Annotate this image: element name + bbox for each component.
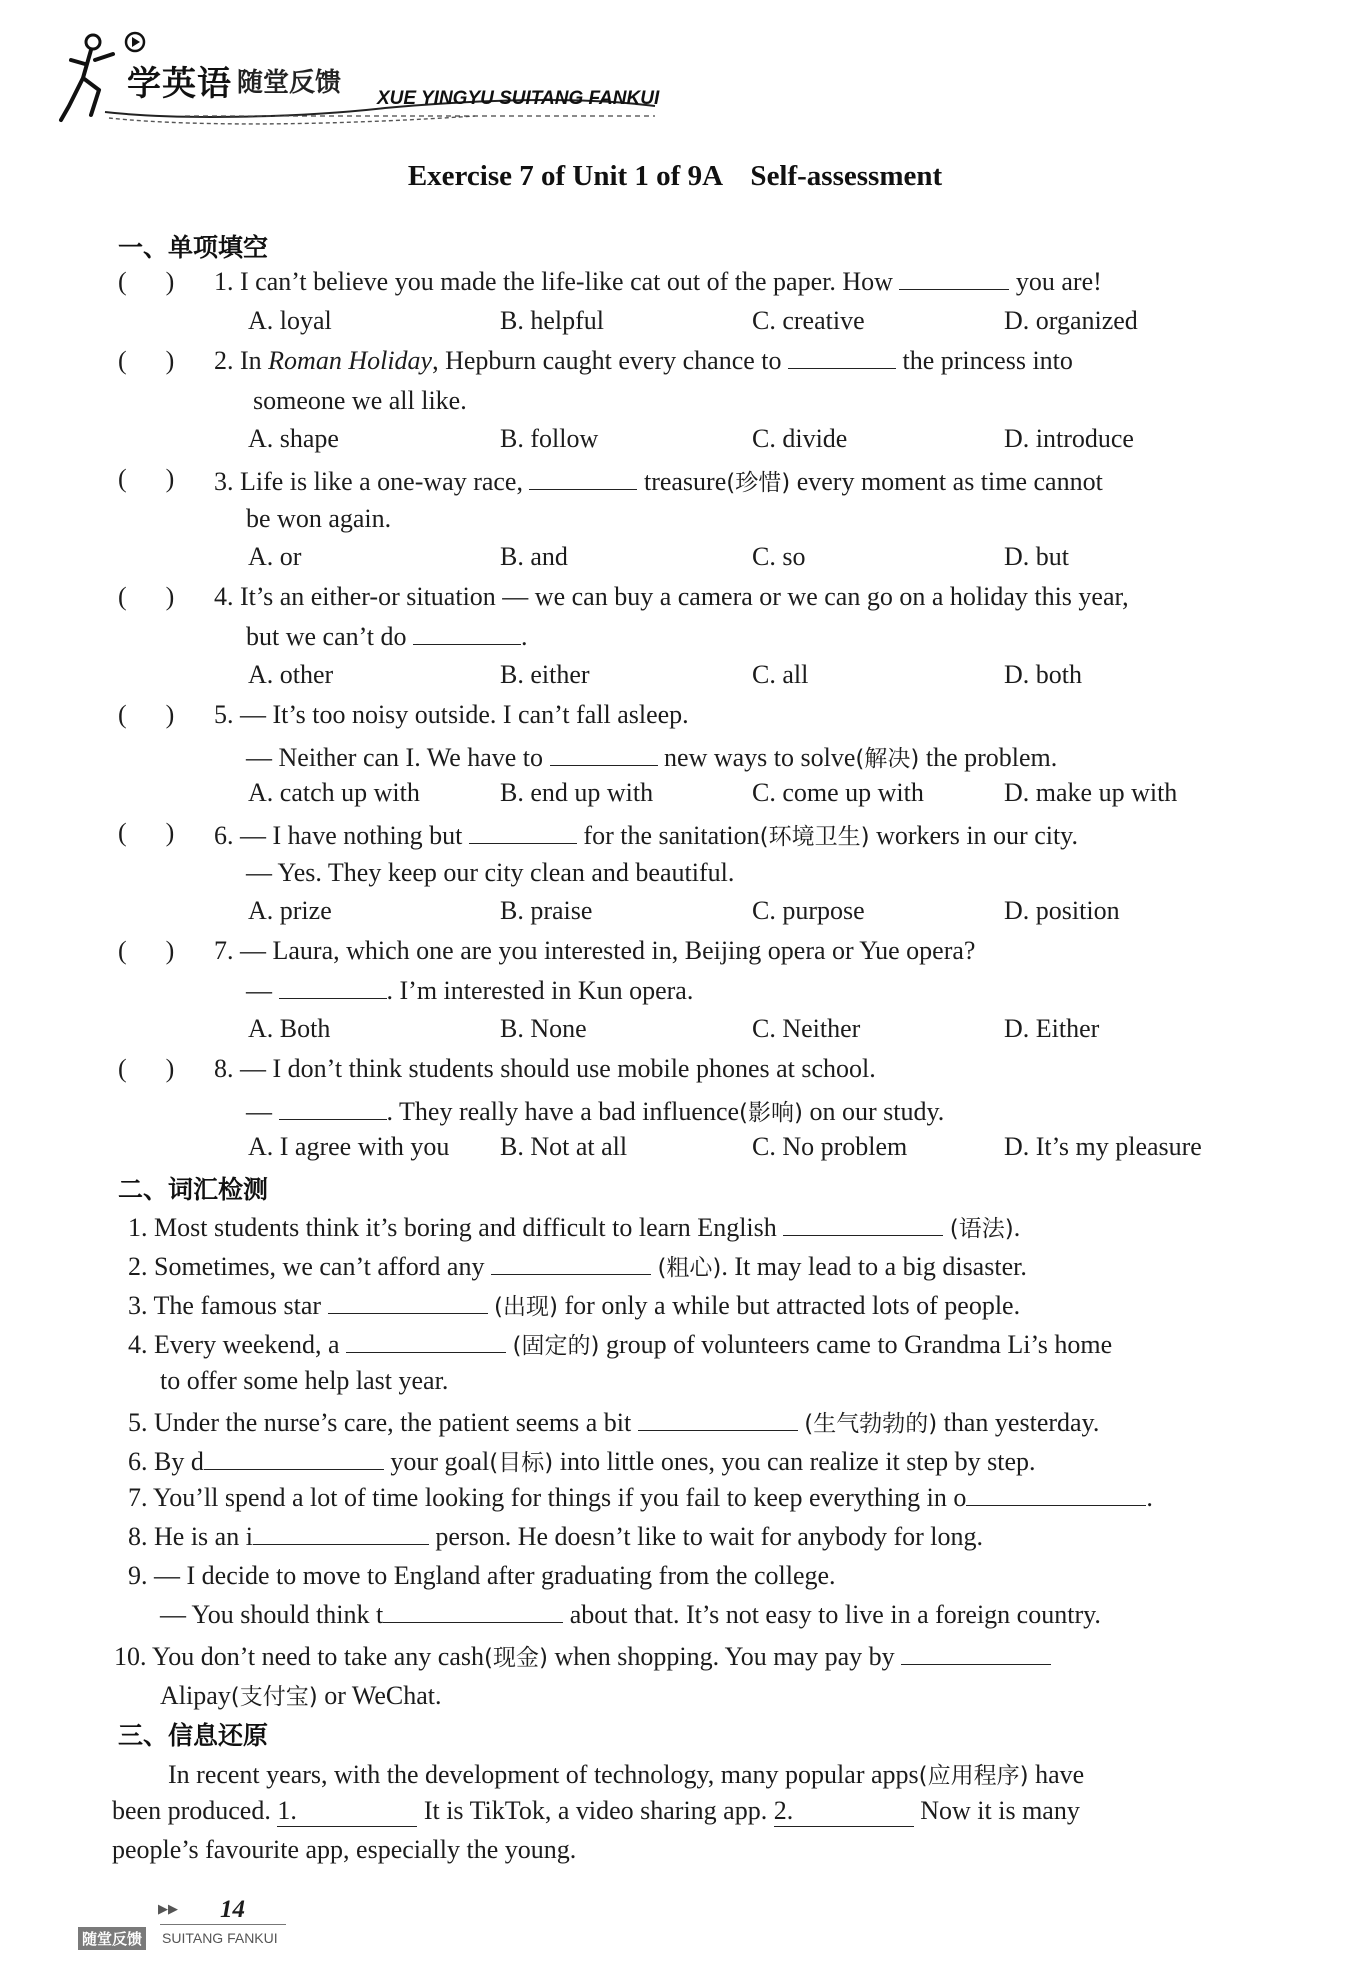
question-text: . They really have a bad influence [386, 1097, 740, 1126]
punctuation: . [1146, 1483, 1153, 1512]
vocab-item-5 [128, 1405, 1099, 1438]
item-text: You’ll spend a lot of time looking for things if you fail to keep everything in o [153, 1483, 967, 1512]
question-text: on our study. [809, 1097, 945, 1126]
answer-blank[interactable] [204, 1447, 384, 1470]
question-text: workers in our city. [876, 821, 1078, 850]
question-text: — Neither can I. We have to [246, 743, 544, 772]
question-text-continued: but we can’t do [246, 622, 407, 651]
item-text: Under the nurse’s care, the patient seems a bit [154, 1408, 632, 1437]
answer-bracket[interactable]: ( ) [118, 700, 175, 729]
option-a[interactable]: A. or [248, 542, 302, 571]
chinese-hint: (生气勃勃的) [804, 1411, 938, 1437]
passage-text: been produced. [112, 1796, 271, 1825]
section-title-information-restore: 三、信息还原 [118, 1721, 269, 1750]
item-text: than yesterday. [943, 1408, 1100, 1437]
question-number: 1. [214, 267, 234, 296]
item-text: The famous star [153, 1291, 322, 1320]
answer-bracket[interactable]: ( ) [118, 1054, 175, 1083]
chinese-hint: (语法) [949, 1216, 1014, 1242]
exercise-title: Exercise 7 of Unit 1 of 9A Self-assessment [407, 160, 943, 192]
option-d[interactable]: D. organized [1004, 306, 1138, 335]
item-text: . It may lead to a big disaster. [721, 1252, 1027, 1281]
question-text: In [240, 346, 262, 375]
question-number: 8. [214, 1054, 234, 1083]
vocab-item-2 [128, 1249, 1027, 1282]
question-text: you are! [1015, 267, 1102, 296]
chinese-hint: (粗心) [657, 1255, 722, 1281]
item-text: person. He doesn’t like to wait for anybody for long. [435, 1522, 983, 1551]
question-text: — Laura, which one are you interested in, Beijing opera or Yue opera? [240, 936, 976, 965]
page-number: 14 [220, 1896, 245, 1923]
option-a[interactable]: A. prize [248, 896, 332, 925]
answer-blank[interactable] [529, 467, 637, 490]
vocab-item-6 [128, 1444, 1036, 1477]
vocab-item-8 [128, 1522, 983, 1552]
answer-blank[interactable] [253, 1522, 429, 1545]
question-text-continued: someone we all like. [253, 386, 467, 415]
item-number: 10. [114, 1642, 147, 1671]
passage-text: It is TikTok, a video sharing app. [423, 1796, 768, 1825]
item-text: You don’t need to take any cash [152, 1642, 484, 1671]
option-d[interactable]: D. position [1004, 896, 1120, 925]
item-text: Alipay [160, 1681, 231, 1710]
answer-blank[interactable] [966, 1483, 1146, 1506]
option-c[interactable]: C. divide [752, 424, 848, 453]
item-number: 4. [128, 1330, 148, 1359]
question-text: Life is like a one-way race, [240, 467, 523, 496]
question-text: — I have nothing but [240, 821, 463, 850]
punctuation: . [1013, 1213, 1021, 1242]
item-text: Every weekend, a [154, 1330, 340, 1359]
answer-blank[interactable] [550, 743, 658, 766]
answer-bracket[interactable]: ( ) [118, 464, 175, 493]
punctuation: . [521, 622, 528, 651]
footer-text: SUITANG FANKUI [162, 1930, 278, 1946]
chinese-hint: (解决) [855, 746, 920, 772]
option-d[interactable]: D. It’s my pleasure [1004, 1132, 1202, 1161]
option-b[interactable]: B. praise [500, 896, 593, 925]
answer-blank[interactable] [899, 267, 1009, 290]
item-text: He is an i [154, 1522, 253, 1551]
answer-blank[interactable] [491, 1252, 651, 1275]
chinese-hint: (目标) [489, 1450, 554, 1476]
question-number: 2. [214, 346, 234, 375]
question-text: — I don’t think students should use mobile phones at school. [240, 1054, 876, 1083]
footer-divider [160, 1924, 286, 1925]
passage-text: Now it is many [920, 1796, 1080, 1825]
item-text: your goal [390, 1447, 490, 1476]
chinese-hint: (应用程序) [918, 1763, 1029, 1789]
footer-badge: 随堂反馈 [78, 1927, 146, 1950]
passage-text: have [1035, 1760, 1085, 1789]
vocab-item-9 [128, 1561, 836, 1591]
answer-blank[interactable] [346, 1330, 506, 1353]
option-a[interactable]: A. shape [248, 424, 339, 453]
answer-bracket[interactable]: ( ) [118, 267, 175, 296]
answer-blank[interactable] [783, 1213, 943, 1236]
item-text: — You should think t [160, 1600, 384, 1629]
passage-blank-2[interactable] [774, 1796, 914, 1827]
item-text: group of volunteers came to Grandma Li’s home [605, 1330, 1113, 1359]
question-text: — Yes. They keep our city clean and beautiful. [246, 858, 735, 887]
option-c[interactable]: C. come up with [752, 778, 924, 807]
option-d[interactable]: D. Either [1004, 1014, 1100, 1043]
answer-bracket[interactable]: ( ) [118, 582, 175, 611]
dash: — [246, 1097, 272, 1126]
item-number: 6. [128, 1447, 148, 1476]
passage-line-3: people’s favourite app, especially the young. [112, 1835, 577, 1864]
answer-blank[interactable] [469, 821, 577, 844]
chinese-hint: (固定的) [512, 1333, 600, 1359]
film-title: Roman Holiday [268, 346, 433, 375]
vocab-item-10 [114, 1639, 1051, 1672]
option-c[interactable]: C. Neither [752, 1014, 861, 1043]
question-number: 5. [214, 700, 234, 729]
chinese-hint: (影响) [739, 1100, 803, 1126]
chinese-hint: (环境卫生) [759, 824, 870, 850]
answer-blank[interactable] [383, 1600, 563, 1623]
question-number: 4. [214, 582, 234, 611]
answer-blank[interactable] [328, 1291, 488, 1314]
item-text: — I decide to move to England after graduating from the college. [154, 1561, 836, 1590]
item-number: 8. [128, 1522, 148, 1551]
header-subtitle: 随堂反馈 [237, 68, 342, 98]
page-header [55, 20, 695, 135]
question-text: the princess into [902, 346, 1073, 375]
answer-blank[interactable] [638, 1408, 798, 1431]
item-number: 5. [128, 1408, 148, 1437]
question-text: the problem. [925, 743, 1058, 772]
item-text: Most students think it’s boring and difficult to learn English [154, 1213, 777, 1242]
item-number: 2. [128, 1252, 148, 1281]
answer-blank[interactable] [901, 1642, 1051, 1665]
header-pinyin: XUE YINGYU SUITANG FANKUI [377, 88, 660, 109]
item-number: 9. [128, 1561, 148, 1590]
passage-text: In recent years, with the development of technology, many popular apps [168, 1760, 919, 1789]
item-number: 1. [128, 1213, 148, 1242]
answer-bracket[interactable]: ( ) [118, 346, 175, 375]
option-b[interactable]: B. follow [500, 424, 599, 453]
vocab-item-3 [128, 1288, 1020, 1321]
blank-number: 1. [277, 1796, 297, 1825]
option-b[interactable]: B. and [500, 542, 568, 571]
chinese-hint: (现金) [483, 1645, 548, 1671]
question-text: every moment as time cannot [796, 467, 1103, 496]
answer-bracket[interactable]: ( ) [118, 818, 175, 847]
item-text: By d [154, 1447, 204, 1476]
option-c[interactable]: C. all [752, 660, 809, 689]
item-text: for only a while but attracted lots of people. [564, 1291, 1021, 1320]
item-text: about that. It’s not easy to live in a foreign country. [569, 1600, 1101, 1629]
item-text: into little ones, you can realize it step by step. [559, 1447, 1036, 1476]
question-text: — It’s too noisy outside. I can’t fall asleep. [240, 700, 689, 729]
answer-blank[interactable] [413, 622, 521, 645]
question-text: for the sanitation [583, 821, 760, 850]
question-text: It’s an either-or situation — we can buy a camera or we can go on a holiday this year, [240, 582, 1129, 611]
chinese-hint: (支付宝) [230, 1684, 318, 1710]
question-text: treasure [643, 467, 727, 496]
option-c[interactable]: C. No problem [752, 1132, 908, 1161]
option-b[interactable]: B. None [500, 1014, 587, 1043]
option-d[interactable]: D. both [1004, 660, 1082, 689]
option-d[interactable]: D. but [1004, 542, 1069, 571]
vocab-item-4-continued: to offer some help last year. [160, 1366, 449, 1395]
question-text: . I’m interested in Kun opera. [386, 976, 694, 1005]
question-text: , Hepburn caught every chance to [432, 346, 782, 375]
question-number: 7. [214, 936, 234, 965]
item-text: Sometimes, we can’t afford any [154, 1252, 485, 1281]
option-d[interactable]: D. make up with [1004, 778, 1178, 807]
vocab-item-1 [128, 1210, 1020, 1243]
passage-line-2 [112, 1796, 1080, 1827]
chinese-hint: (出现) [494, 1294, 558, 1320]
answer-blank[interactable] [788, 346, 896, 369]
option-b[interactable]: B. end up with [500, 778, 654, 807]
section-title-vocabulary: 二、词汇检测 [118, 1175, 269, 1204]
option-b[interactable]: B. either [500, 660, 590, 689]
question-text: new ways to solve [664, 743, 856, 772]
option-a[interactable]: A. other [248, 660, 334, 689]
question-text: I can’t believe you made the life-like cat out of the paper. How [240, 267, 893, 296]
dash: — [246, 976, 272, 1005]
option-d[interactable]: D. introduce [1004, 424, 1134, 453]
option-c[interactable]: C. so [752, 542, 806, 571]
question-number: 6. [214, 821, 234, 850]
item-text: or WeChat. [324, 1681, 442, 1710]
vocab-item-7 [128, 1483, 1153, 1513]
option-b[interactable]: B. helpful [500, 306, 604, 335]
option-a[interactable]: A. catch up with [248, 778, 420, 807]
vocab-item-10-continued [160, 1678, 442, 1711]
question-text-continued: be won again. [246, 504, 392, 533]
chinese-hint: (珍惜) [726, 470, 791, 496]
item-text: when shopping. You may pay by [554, 1642, 895, 1671]
option-a[interactable]: A. I agree with you [248, 1132, 450, 1161]
vocab-item-4 [128, 1327, 1112, 1360]
question-number: 3. [214, 467, 234, 496]
option-c[interactable]: C. purpose [752, 896, 865, 925]
section-title-single-choice: 一、单项填空 [118, 233, 269, 262]
option-b[interactable]: B. Not at all [500, 1132, 628, 1161]
vocab-item-9-reply [160, 1600, 1101, 1630]
option-a[interactable]: A. loyal [248, 306, 332, 335]
item-number: 3. [128, 1291, 148, 1320]
footer-arrow-icon: ▶▶ [158, 1902, 178, 1917]
answer-blank[interactable] [279, 1097, 387, 1120]
header-title: 学英语 [127, 64, 232, 104]
option-c[interactable]: C. creative [752, 306, 865, 335]
answer-bracket[interactable]: ( ) [118, 936, 175, 965]
item-number: 7. [128, 1483, 148, 1512]
passage-blank-1[interactable] [277, 1796, 417, 1827]
option-a[interactable]: A. Both [248, 1014, 331, 1043]
blank-number: 2. [773, 1796, 794, 1825]
passage-line-1 [168, 1757, 1084, 1790]
answer-blank[interactable] [279, 976, 387, 999]
